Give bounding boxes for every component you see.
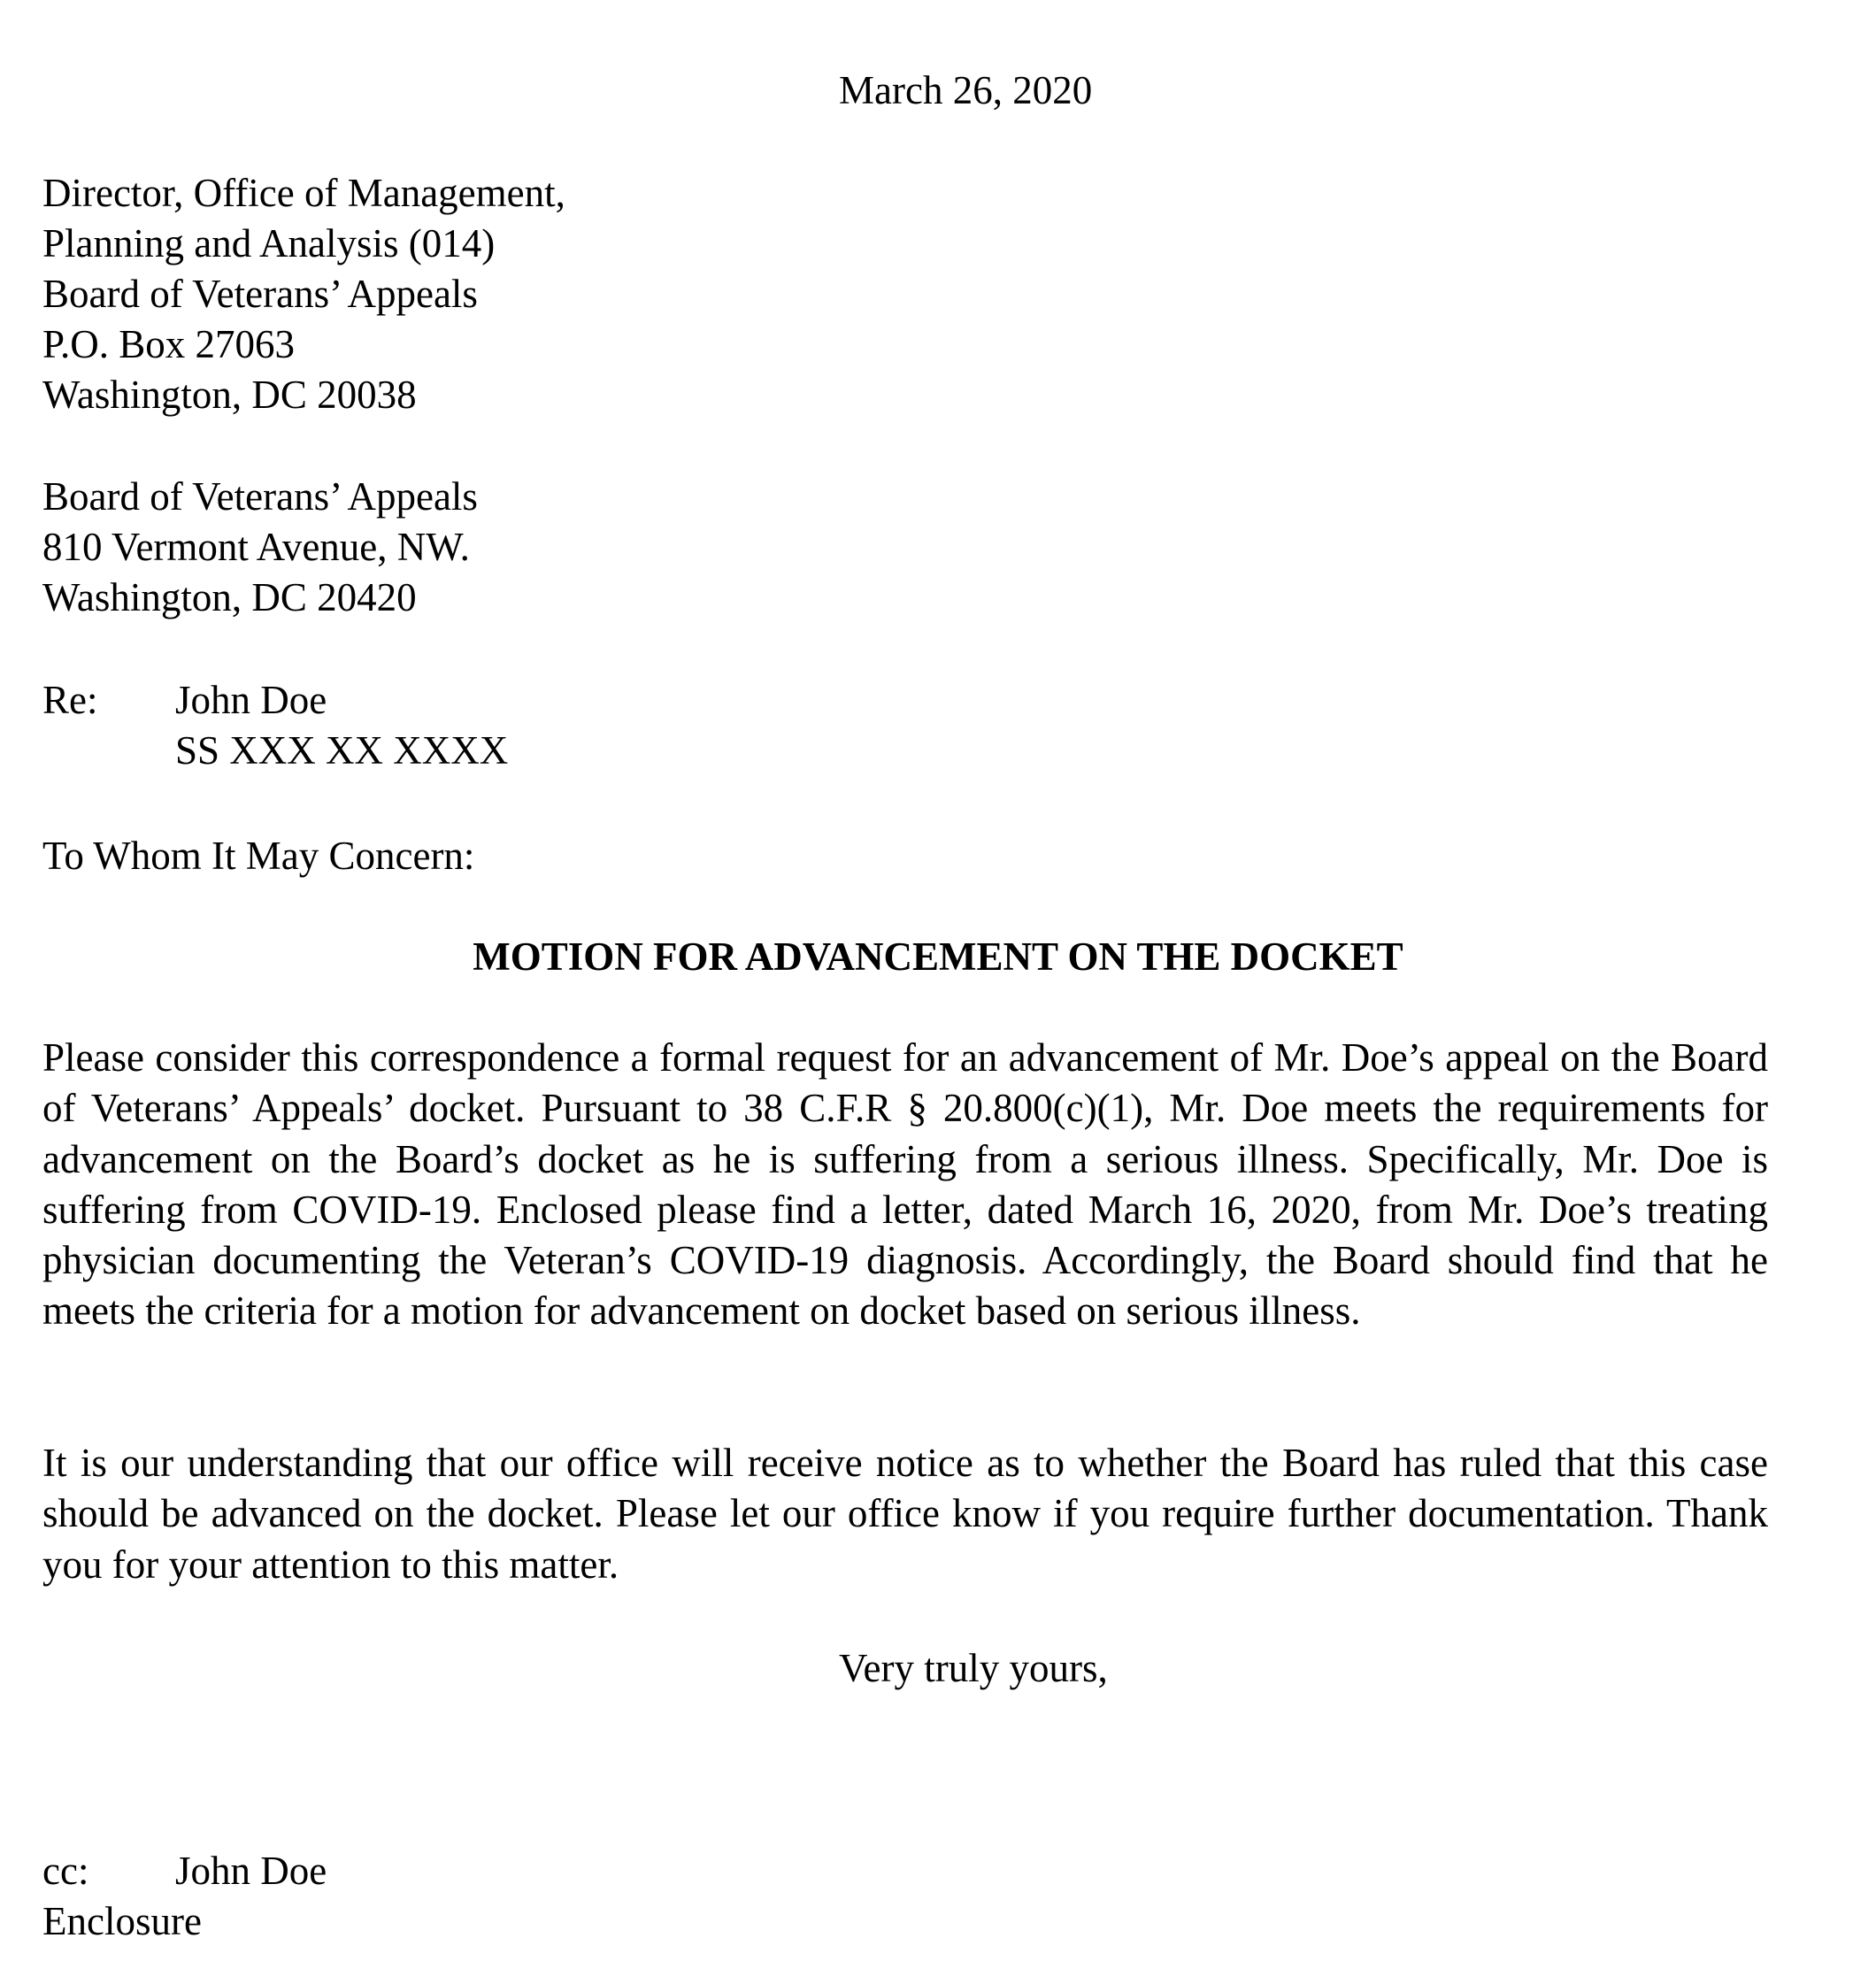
address-line: Board of Veterans’ Appeals (42, 272, 478, 316)
cc-label: cc: (42, 1849, 89, 1893)
address-line: Board of Veterans’ Appeals (42, 474, 478, 519)
recipient-address-2 (42, 472, 478, 623)
address-line: P.O. Box 27063 (42, 322, 296, 366)
re-label: Re: (42, 678, 98, 722)
address-line: Planning and Analysis (014) (42, 221, 496, 265)
address-line: Washington, DC 20420 (42, 575, 417, 619)
address-line: 810 Vermont Avenue, NW. (42, 525, 470, 569)
closing: Very truly yours, (839, 1646, 1108, 1690)
letter-title: MOTION FOR ADVANCEMENT ON THE DOCKET (473, 934, 1403, 979)
cc-name: John Doe (175, 1849, 327, 1893)
recipient-address-1 (42, 168, 565, 420)
letter-date: March 26, 2020 (839, 68, 1093, 112)
address-line: Director, Office of Management, (42, 171, 565, 215)
body-paragraph-2: It is our understanding that our office will receive notice as to whether the Board has ruled that this case should be advanced on the docket. Please let our office know if you require further documentation. Thank you for your attention to this matter. (42, 1441, 1768, 1587)
address-line: Washington, DC 20038 (42, 373, 417, 417)
salutation: To Whom It May Concern: (42, 834, 475, 878)
body-paragraph-1: Please consider this correspondence a formal request for an advancement of Mr. Doe’s appeal on the Board of Veterans’ Appeals’ docket. Pursuant to 38 C.F.R § 20.800(c)(1), Mr. Doe meets the requirements for advancement on the Board’s docket as he is suffering from a serious illness. Specifically, Mr. Doe is suffering from COVID-19. Enclosed please find a letter, dated March 16, 2020, from Mr. Doe’s treating physician documenting the Veteran’s COVID-19 diagnosis. Accordingly, the Board should find that he meets the criteria for a motion for advancement on docket based on serious illness. (42, 1035, 1768, 1334)
enclosure-note: Enclosure (42, 1899, 202, 1943)
re-ssn: SS XXX XX XXXX (175, 728, 509, 773)
re-name: John Doe (175, 678, 327, 722)
